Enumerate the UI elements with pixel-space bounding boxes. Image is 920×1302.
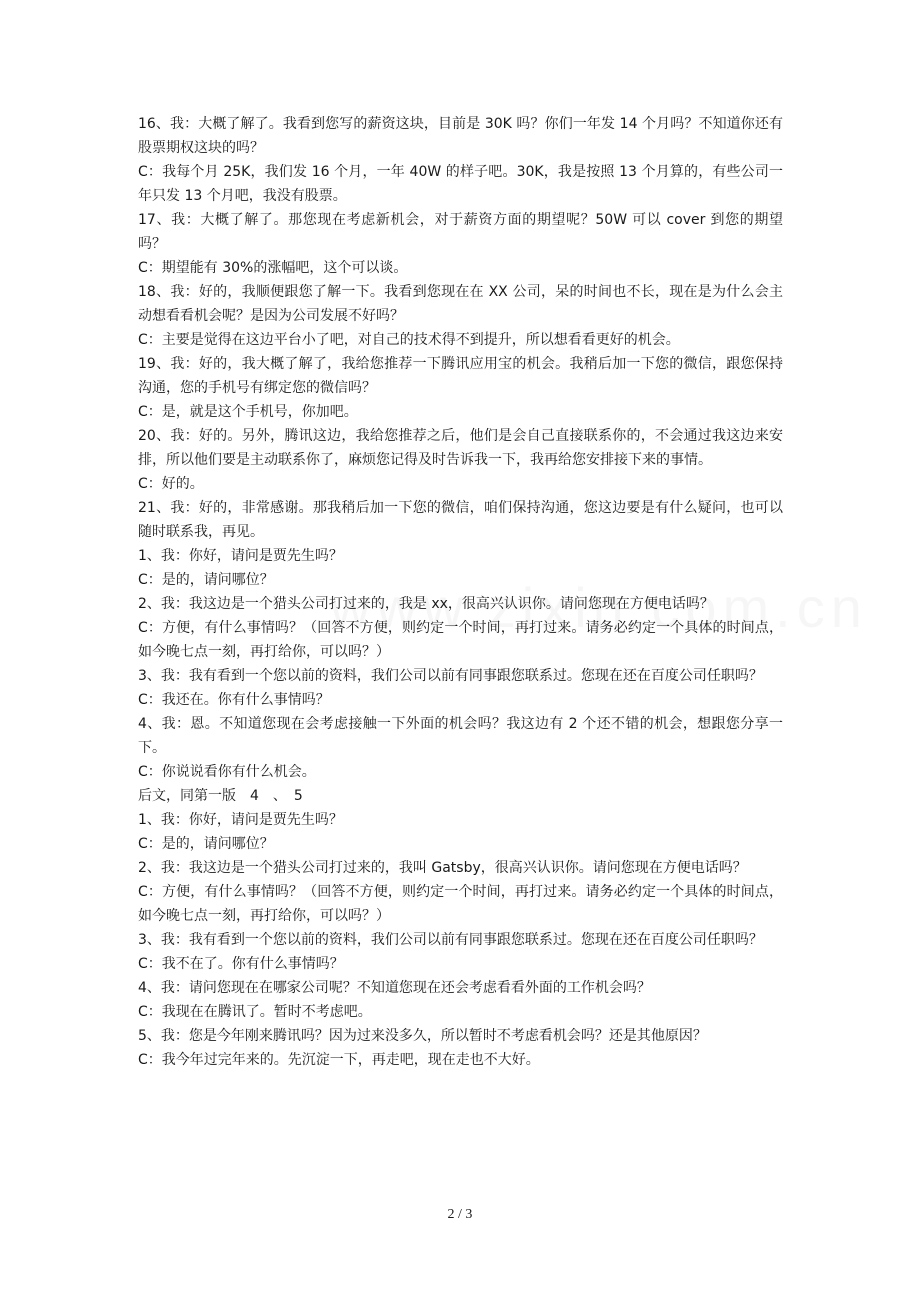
paragraph: C：方便，有什么事情吗？（回答不方便，则约定一个时间，再打过来。请务必约定一个具体的时间点，如今晚七点一刻，再打给你，可以吗？） xyxy=(138,884,783,924)
paragraph: C：我每个月 25K，我们发 16 个月，一年 40W 的样子吧。30K，我是按照 13 个月算的，有些公司一年只发 13 个月吧，我没有股票。 xyxy=(138,164,783,204)
paragraph: C：是的，请问哪位？ xyxy=(138,836,274,852)
paragraph: 2、我：我这边是一个猎头公司打过来的，我是 xx，很高兴认识你。请问您现在方便电话吗？ xyxy=(138,596,714,612)
paragraph: C：我不在了。你有什么事情吗？ xyxy=(138,956,344,972)
paragraph: 2、我：我这边是一个猎头公司打过来的，我叫 Gatsby，很高兴认识你。请问您现在方便电话吗？ xyxy=(138,860,747,876)
paragraph: 1、我：你好，请问是贾先生吗？ xyxy=(138,548,343,564)
paragraph: C：是的，请问哪位？ xyxy=(138,572,274,588)
document-body xyxy=(138,112,783,1072)
paragraph: C：是，就是这个手机号，你加吧。 xyxy=(138,404,358,420)
paragraph: C：期望能有 30%的涨幅吧，这个可以谈。 xyxy=(138,260,408,276)
paragraph: 1、我：你好，请问是贾先生吗？ xyxy=(138,812,343,828)
paragraph: 3、我：我有看到一个您以前的资料，我们公司以前有同事跟您联系过。您现在还在百度公司任职吗？ xyxy=(138,668,763,684)
paragraph: C：我还在。你有什么事情吗？ xyxy=(138,692,330,708)
paragraph: 18、我：好的，我顺便跟您了解一下。我看到您现在在 XX 公司，呆的时间也不长，现在是为什么会主动想看看机会呢？是因为公司发展不好吗？ xyxy=(138,284,783,324)
paragraph: C：你说说看你有什么机会。 xyxy=(138,764,316,780)
paragraph: 21、我：好的，非常感谢。那我稍后加一下您的微信，咱们保持沟通，您这边要是有什么疑问，也可以随时联系我，再见。 xyxy=(138,500,783,540)
paragraph: 后文，同第一版 4 、 5 xyxy=(138,788,303,804)
page-number: 2 / 3 xyxy=(447,1207,473,1222)
paragraph: 3、我：我有看到一个您以前的资料，我们公司以前有同事跟您联系过。您现在还在百度公司任职吗？ xyxy=(138,932,763,948)
paragraph: 19、我：好的，我大概了解了，我给您推荐一下腾讯应用宝的机会。我稍后加一下您的微信，跟您保持沟通，您的手机号有绑定您的微信吗？ xyxy=(138,356,783,396)
paragraph: 17、我：大概了解了。那您现在考虑新机会，对于薪资方面的期望呢？50W 可以 cover 到您的期望吗？ xyxy=(138,212,783,252)
paragraph: C：好的。 xyxy=(138,476,204,492)
paragraph: C：主要是觉得在这边平台小了吧，对自己的技术得不到提升，所以想看看更好的机会。 xyxy=(138,332,680,348)
paragraph: 5、我：您是今年刚来腾讯吗？因为过来没多久，所以暂时不考虑看机会吗？还是其他原因？ xyxy=(138,1028,707,1044)
paragraph: C：我现在在腾讯了。暂时不考虑吧。 xyxy=(138,1004,372,1020)
paragraph: 16、我：大概了解了。我看到您写的薪资这块，目前是 30K 吗？你们一年发 14 个月吗？不知道你还有股票期权这块的吗？ xyxy=(138,116,783,156)
paragraph: 4、我：请问您现在在哪家公司呢？不知道您现在还会考虑看看外面的工作机会吗？ xyxy=(138,980,651,996)
paragraph: 4、我：恩。不知道您现在会考虑接触一下外面的机会吗？我这边有 2 个还不错的机会，想跟您分享一下。 xyxy=(138,716,783,756)
paragraph: C：我今年过完年来的。先沉淀一下，再走吧，现在走也不大好。 xyxy=(138,1052,540,1068)
paragraph: C：方便，有什么事情吗？（回答不方便，则约定一个时间，再打过来。请务必约定一个具体的时间点，如今晚七点一刻，再打给你，可以吗？） xyxy=(138,620,783,660)
paragraph: 20、我：好的。另外，腾讯这边，我给您推荐之后，他们是会自己直接联系你的，不会通过我这边来安排，所以他们要是主动联系你了，麻烦您记得及时告诉我一下，我再给您安排接下来的事情。 xyxy=(138,428,783,468)
